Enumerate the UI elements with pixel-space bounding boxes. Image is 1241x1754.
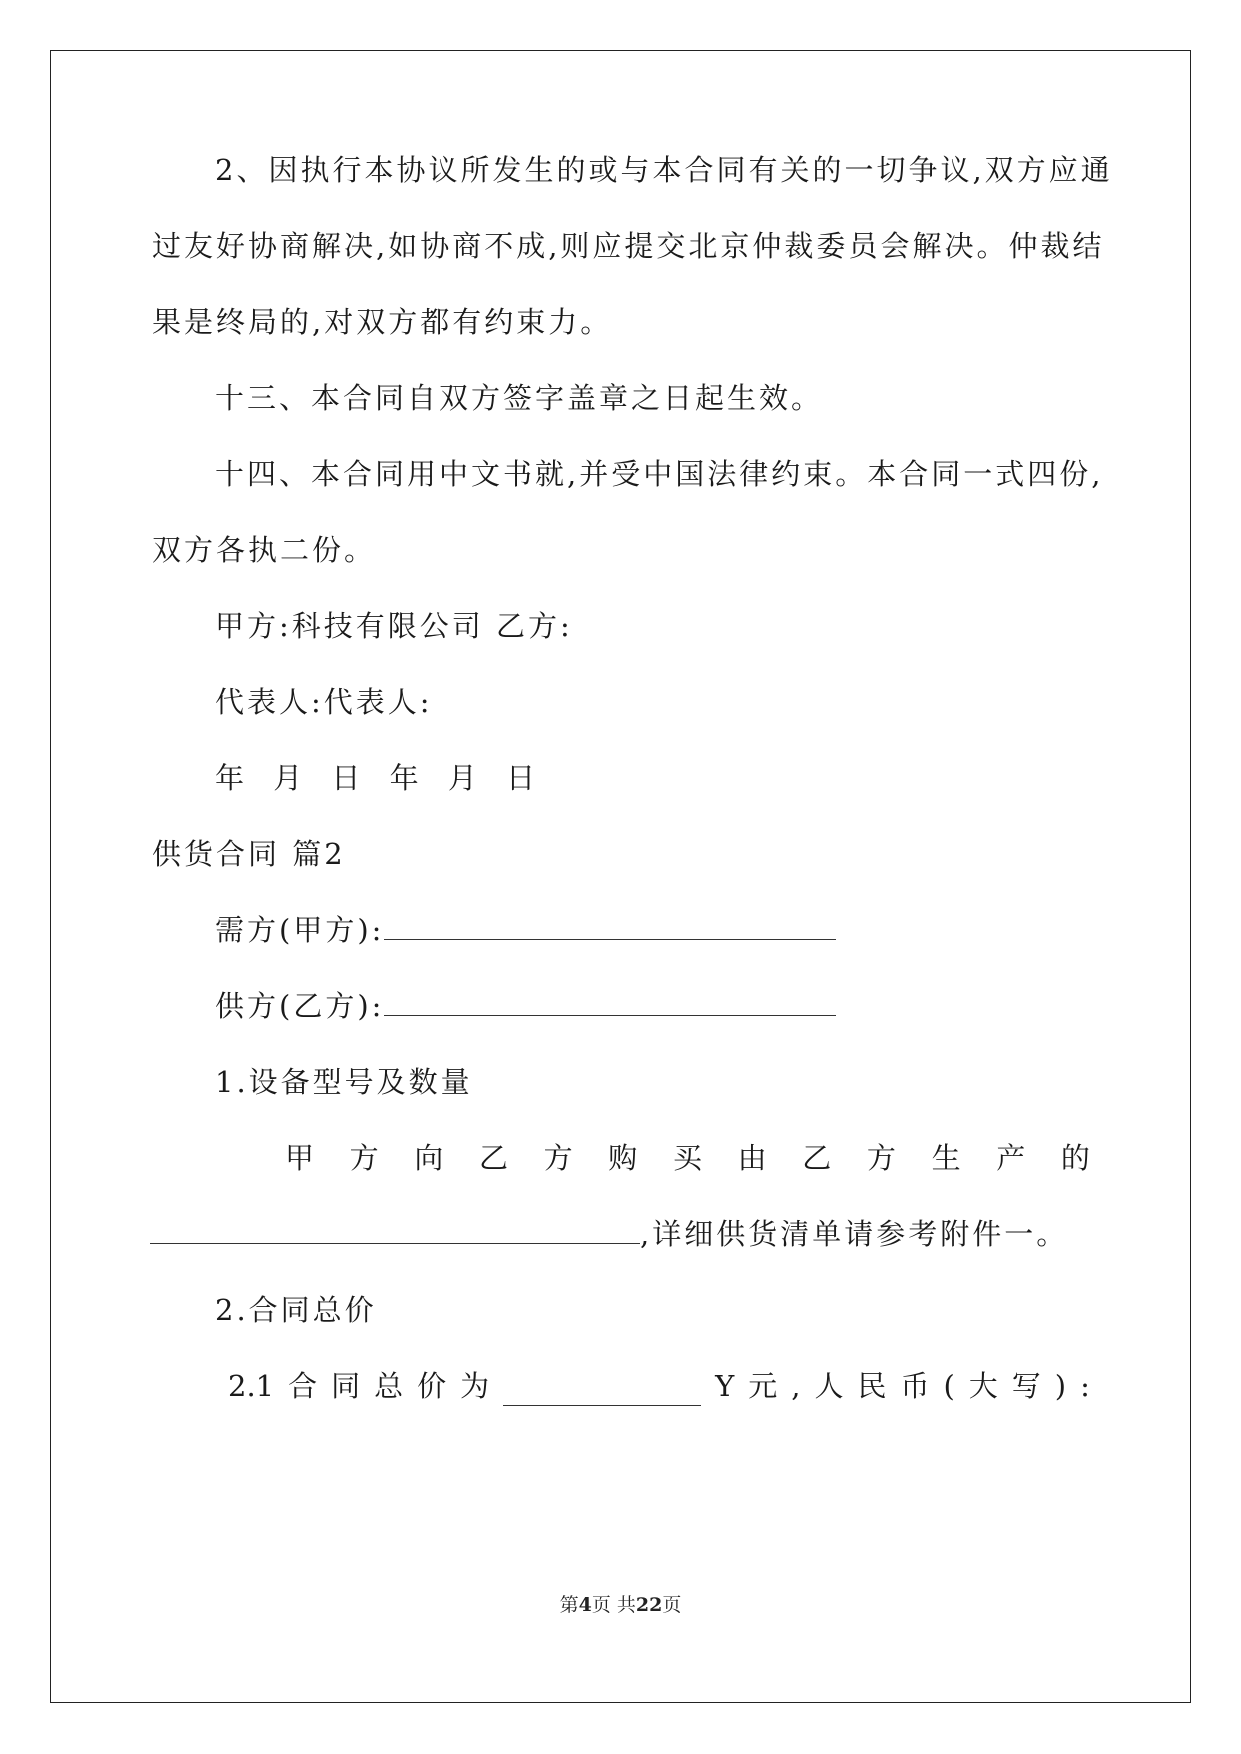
product-blank [150,1215,640,1244]
clause-2-1-char: 2.1 [228,1369,275,1403]
paragraph-dispute-line1: 2、因执行本协议所发生的或与本合同有关的一切争议,双方应通 [215,153,1113,187]
signature-date-line: 年 月 日 年 月 日 [215,761,546,795]
clause-2-1-char: ) [1054,1369,1067,1403]
paragraph-language-line2: 双方各执二份。 [152,533,377,567]
clause-2-heading: 2.合同总价 [215,1293,377,1327]
demand-party-label: 需方(甲方): [215,913,385,947]
supply-party-label: 供方(乙方): [215,989,385,1023]
demand-party-line [215,910,836,950]
footer-page-number: 4 [578,1594,592,1616]
clause-2-1-char: 总 [374,1369,404,1403]
paragraph-dispute-line3: 果是终局的,对双方都有约束力。 [152,305,613,339]
clause-2-1-char: 合 [288,1369,318,1403]
signature-party-line: 甲方:科技有限公司 乙方: [215,609,573,643]
clause-1-text-line2 [150,1214,1068,1254]
clause-1-char: 向 [414,1141,444,1175]
clause-1-tail: ,详细供货清单请参考附件一。 [640,1217,1069,1251]
total-price-blank [503,1377,701,1406]
clause-1-char: 方 [349,1141,379,1175]
clause-1-char: 生 [931,1141,961,1175]
supply-party-blank [384,987,836,1016]
clause-1-char: 甲 [285,1141,315,1175]
clause-2-1-char: 币 [900,1369,930,1403]
clause-2-1-char: : [1080,1369,1090,1403]
signature-representative-line: 代表人:代表人: [215,685,433,719]
clause-1-char: 乙 [802,1141,832,1175]
clause-2-1-char: 大 [968,1369,998,1403]
clause-2-1-char: 价 [417,1369,447,1403]
clause-1-char: 方 [866,1141,896,1175]
footer-suffix: 页 [662,1594,682,1616]
clause-1-char: 产 [996,1141,1026,1175]
clause-2-1-char: 写 [1011,1369,1041,1403]
footer-prefix: 第 [559,1594,579,1616]
clause-2-1-char: Y [715,1369,735,1403]
footer-middle: 页 共 [591,1594,636,1616]
page-footer [0,1592,1241,1618]
clause-2-1-char: 元 [748,1369,778,1403]
paragraph-dispute-line2: 过友好协商解决,如协商不成,则应提交北京仲裁委员会解决。仲裁结 [152,229,1105,263]
paragraph-effective: 十三、本合同自双方签字盖章之日起生效。 [215,381,824,415]
clause-2-1-char: 为 [460,1369,490,1403]
demand-party-blank [384,911,836,940]
clause-1-heading: 1.设备型号及数量 [215,1065,473,1099]
clause-1-char: 乙 [478,1141,508,1175]
clause-2-1-char: 同 [331,1369,361,1403]
clause-1-char: 的 [1060,1141,1090,1175]
clause-2-1-char: 民 [857,1369,887,1403]
clause-1-char: 购 [608,1141,638,1175]
clause-1-char: 买 [672,1141,702,1175]
clause-2-1-line [228,1366,1090,1406]
page-border [50,50,1191,1703]
clause-2-1-char: ( [943,1369,955,1403]
clause-1-char: 方 [543,1141,573,1175]
clause-2-1-char: , [791,1369,801,1403]
footer-total-pages: 22 [635,1594,663,1616]
section-heading: 供货合同 篇2 [152,837,346,871]
paragraph-language-line1: 十四、本合同用中文书就,并受中国法律约束。本合同一式四份, [215,457,1104,491]
clause-1-char: 由 [737,1141,767,1175]
clause-2-1-char: 人 [814,1369,844,1403]
supply-party-line [215,986,836,1026]
clause-1-text-line1 [285,1138,1090,1178]
